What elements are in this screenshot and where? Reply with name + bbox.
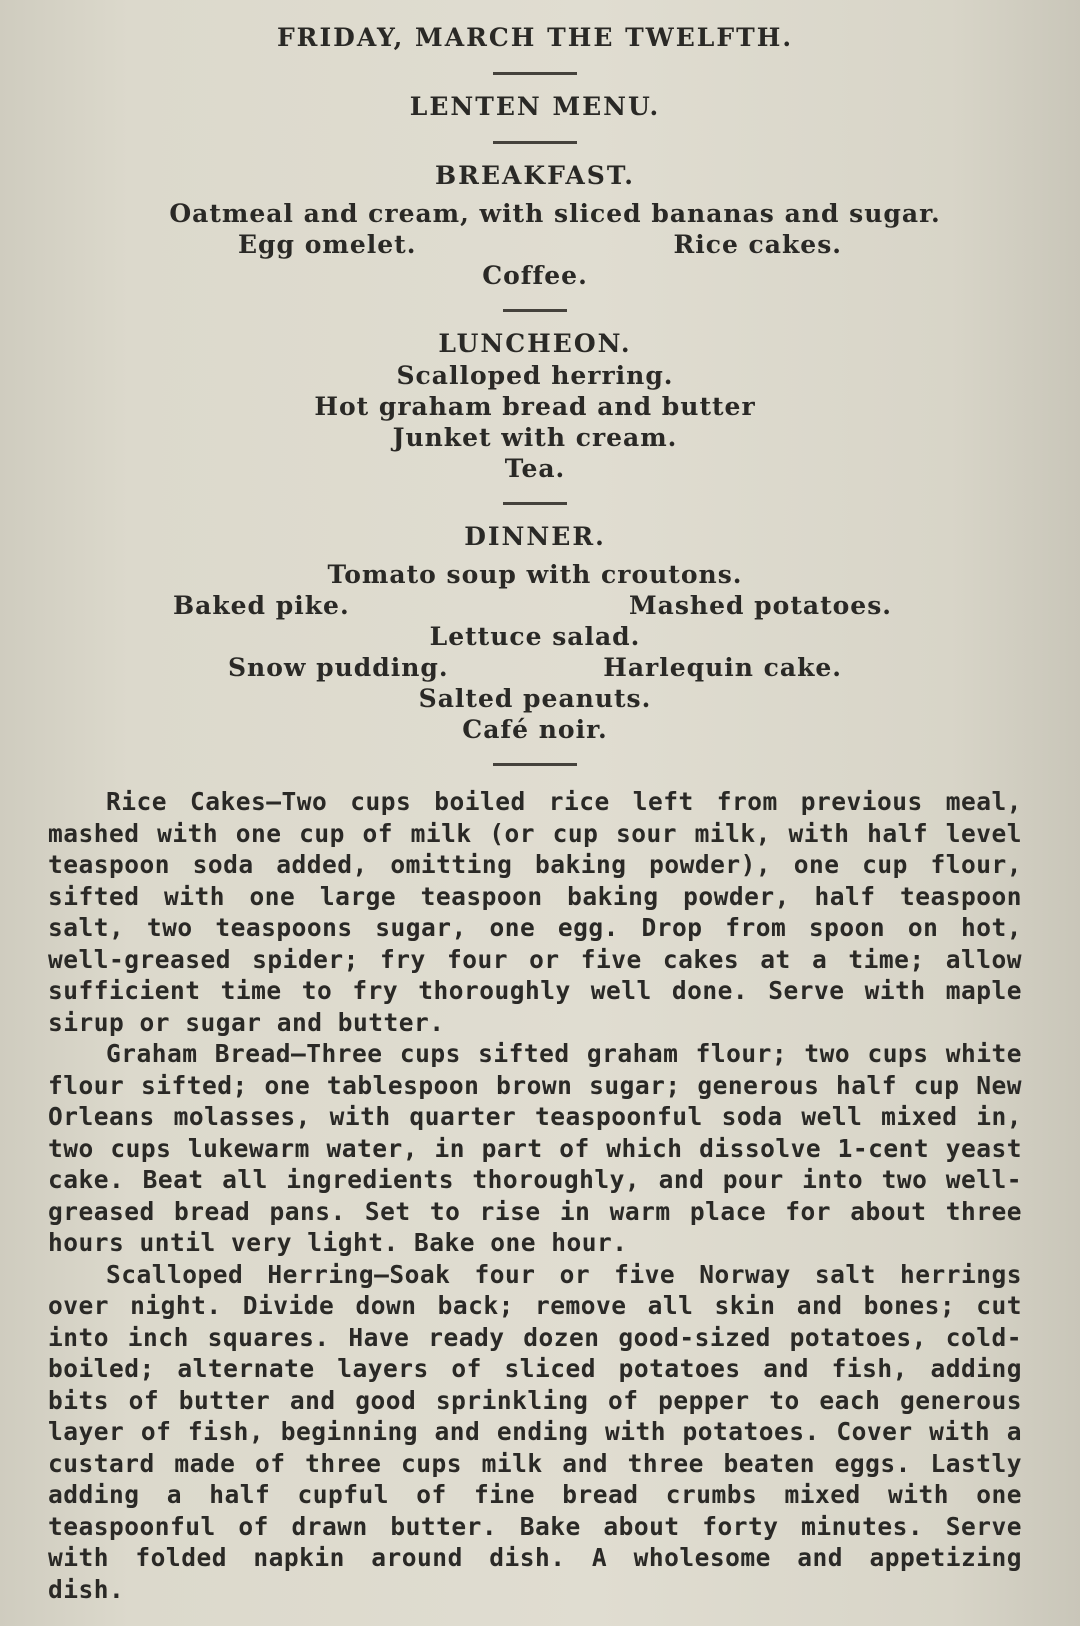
menu-item: Scalloped herring. bbox=[396, 361, 674, 390]
luncheon-heading: LUNCHEON. bbox=[438, 329, 632, 358]
menu-item: Tomato soup with croutons. bbox=[327, 560, 743, 589]
menu-item: Egg omelet. bbox=[238, 230, 417, 259]
recipes-section bbox=[48, 786, 1022, 1605]
breakfast-section bbox=[48, 160, 1022, 291]
menu-item: Tea. bbox=[504, 454, 566, 483]
menu-item-pair bbox=[48, 652, 1022, 683]
divider bbox=[493, 72, 577, 75]
menu-item: Coffee. bbox=[482, 261, 588, 290]
menu-item: Lettuce salad. bbox=[429, 622, 641, 651]
menu-item: Rice cakes. bbox=[673, 230, 842, 259]
menu-item: Junket with cream. bbox=[392, 423, 678, 452]
menu-item: Oatmeal and cream, with sliced bananas and sugar. bbox=[169, 199, 941, 228]
menu-subtitle: LENTEN MENU. bbox=[409, 92, 661, 121]
divider bbox=[503, 502, 567, 505]
recipe-graham-bread: Graham Bread—Three cups sifted graham flour; two cups white flour sifted; one tablespoon brown sugar; generous half cup New Orleans molasses, with quarter teaspoonful soda well mixed in, two cups lukewarm water, in part of which dissolve 1-cent yeast cake. Beat all ingredients thoroughly, and pour into two well-greased bread pans. Set to rise in warm place for about three hours until very light. Bake one hour. bbox=[48, 1039, 1022, 1257]
recipe-rice-cakes: Rice Cakes—Two cups boiled rice left from previous meal, mashed with one cup of milk (or cup sour milk, with half level teaspoon soda added, omitting baking powder), one cup flour, sifted with one large teaspoon baking powder, half teaspoon salt, two teaspoons sugar, one egg. Drop from spoon on hot, well-greased spider; fry four or five cakes at a time; allow sufficient time to fry thoroughly well done. Serve with maple sirup or sugar and butter. bbox=[48, 787, 1022, 1037]
divider bbox=[503, 309, 567, 312]
divider bbox=[493, 141, 577, 144]
dinner-heading: DINNER. bbox=[464, 522, 606, 551]
menu-item: Salted peanuts. bbox=[418, 684, 652, 713]
divider bbox=[493, 763, 577, 766]
menu-item-pair bbox=[48, 229, 1022, 260]
menu-item: Mashed potatoes. bbox=[628, 591, 892, 620]
menu-item: Baked pike. bbox=[173, 591, 350, 620]
menu-item: Hot graham bread and butter bbox=[314, 392, 756, 421]
page-title: FRIDAY, MARCH THE TWELFTH. bbox=[276, 23, 794, 52]
menu-item-pair bbox=[48, 590, 1022, 621]
dinner-section bbox=[48, 521, 1022, 745]
menu-item: Harlequin cake. bbox=[603, 653, 842, 682]
menu-item: Café noir. bbox=[462, 715, 608, 744]
menu-item: Snow pudding. bbox=[228, 653, 449, 682]
recipe-scalloped-herring: Scalloped Herring—Soak four or five Norway salt herrings over night. Divide down back; remove all skin and bones; cut into inch squares. Have ready dozen good-sized potatoes, cold-boiled; alternate layers of sliced potatoes and fish, adding bits of butter and good sprinkling of pepper to each generous layer of fish, beginning and ending with potatoes. Cover with a custard made of three cups milk and three beaten eggs. Lastly adding a half cupful of fine bread crumbs mixed with one teaspoonful of drawn butter. Bake about forty minutes. Serve with folded napkin around dish. A wholesome and appetizing dish. bbox=[48, 1259, 1022, 1604]
luncheon-section bbox=[48, 328, 1022, 484]
breakfast-heading: BREAKFAST. bbox=[435, 161, 635, 190]
